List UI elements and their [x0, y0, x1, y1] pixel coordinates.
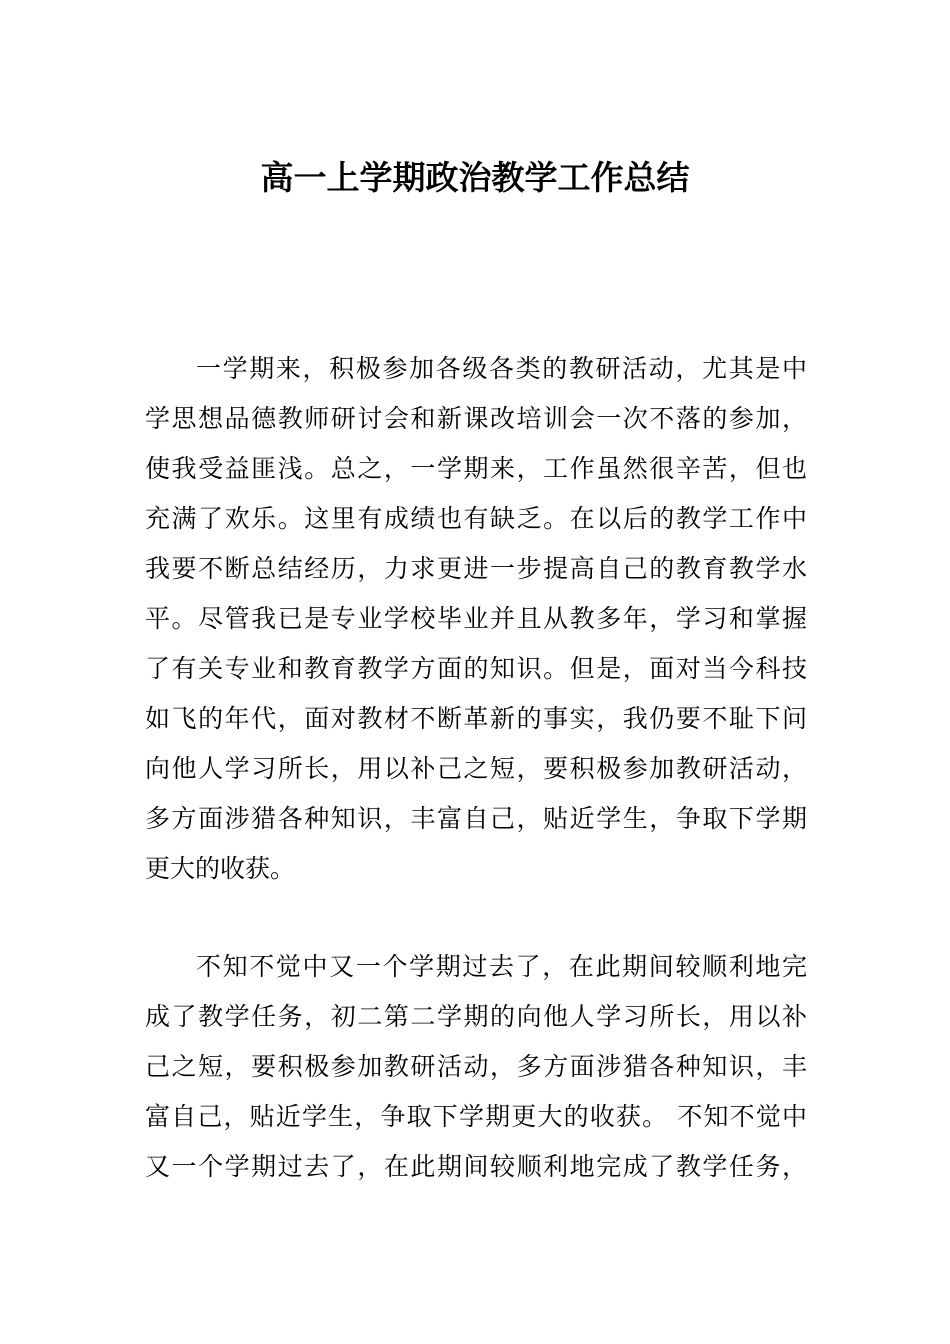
paragraph-line: 成了教学任务，初二第二学期的向他人学习所长，用以补 [145, 1002, 807, 1031]
paragraph-line: 学思想品德教师研讨会和新课改培训会一次不落的参加， [145, 404, 807, 433]
paragraph-line: 富自己，贴近学生，争取下学期更大的收获。 不知不觉中 [145, 1102, 807, 1131]
paragraph-1 [145, 344, 807, 894]
paragraph-line: 不知不觉中又一个学期过去了，在此期间较顺利地完 [196, 952, 807, 981]
paragraph-line: 了有关专业和教育教学方面的知识。但是，面对当今科技 [145, 654, 807, 683]
paragraph-line: 如飞的年代，面对教材不断革新的事实，我仍要不耻下问 [145, 704, 807, 733]
paragraph-line: 平。尽管我已是专业学校毕业并且从教多年，学习和掌握 [145, 604, 807, 633]
paragraph-line: 充满了欢乐。这里有成绩也有缺乏。在以后的教学工作中 [145, 504, 807, 533]
paragraph-line: 己之短，要积极参加教研活动，多方面涉猎各种知识，丰 [145, 1052, 807, 1081]
document-title: 高一上学期政治教学工作总结 [260, 158, 690, 197]
paragraph-2 [145, 942, 807, 1192]
paragraph-line: 更大的收获。 [145, 854, 296, 883]
paragraph-line: 向他人学习所长，用以补己之短，要积极参加教研活动， [145, 754, 807, 783]
paragraph-line: 多方面涉猎各种知识，丰富自己，贴近学生，争取下学期 [145, 804, 807, 833]
paragraph-line: 使我受益匪浅。总之，一学期来，工作虽然很辛苦，但也 [145, 454, 807, 483]
paragraph-line: 一学期来，积极参加各级各类的教研活动，尤其是中 [196, 354, 807, 383]
paragraph-line: 我要不断总结经历，力求更进一步提高自己的教育教学水 [145, 554, 807, 583]
paragraph-line: 又一个学期过去了，在此期间较顺利地完成了教学任务， [145, 1152, 807, 1181]
